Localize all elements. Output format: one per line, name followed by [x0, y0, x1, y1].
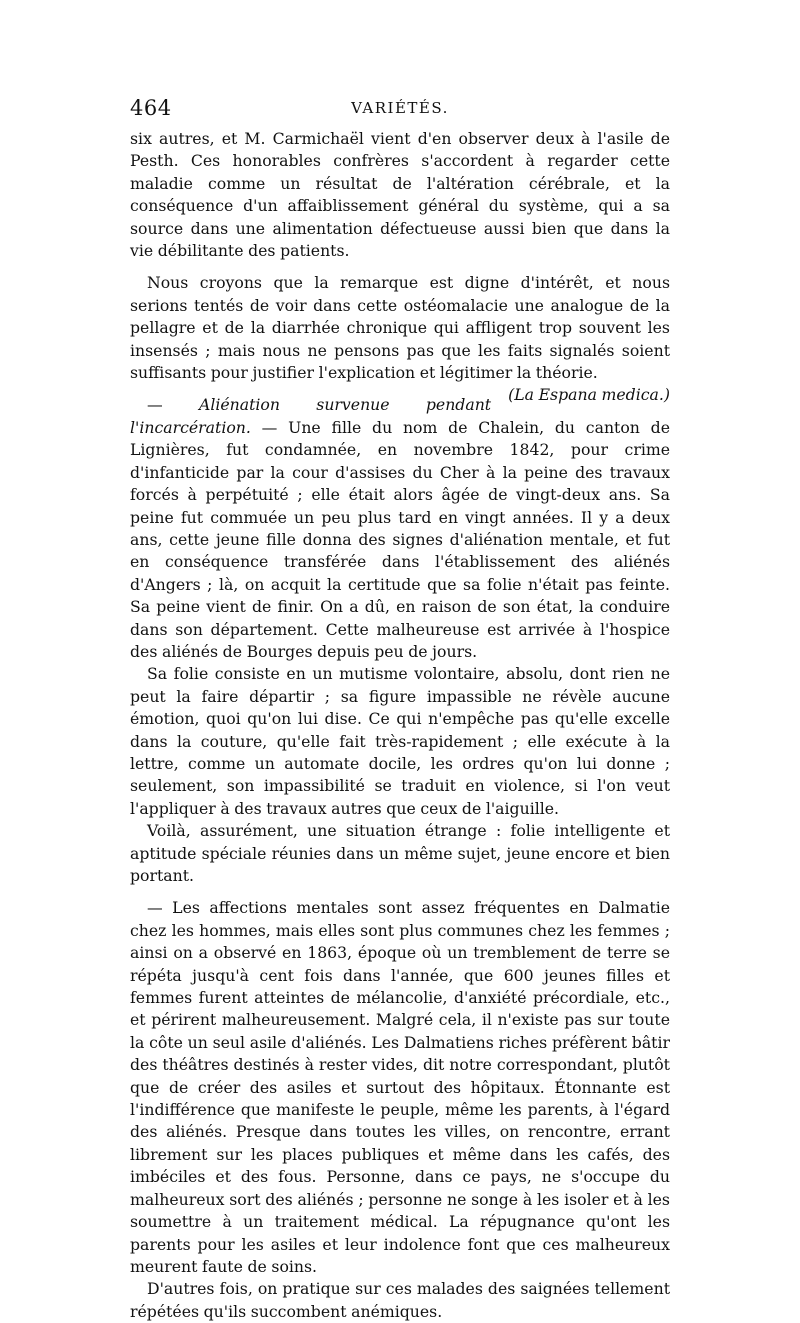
paragraph-text: Nous croyons que la remarque est digne d'intérêt, et nous serions tentés de voir dans cette ostéomalacie une analogue de la pellagre et de la diarrhée chronique qui affligent trop souvent les insensés ; mais nous ne pensons pas que les faits signalés soient suffisants pour justifier l'explication et légitimer la théorie. — [130, 273, 670, 383]
source-citation: (La Espana medica.) — [508, 385, 670, 405]
running-title: VARIÉTÉS. — [351, 99, 449, 117]
paragraph-text: — Une fille du nom de Chalein, du canton de Lignières, fut condamnée, en novembre 1842, pour crime d'infanticide par la cour d'assises du Cher à la peine des travaux forcés à perpétuité ; elle était alors âgée de vingt-deux ans. Sa peine fut commuée un peu plus tard en vingt années. Il y a deux ans, cette jeune fille donna des signes d'aliénation mentale, et fut en conséquence transférée dans l'établissement des aliénés d'Angers ; là, on acquit la certitude que sa folie n'était pas feinte. Sa peine vient de finir. On a dû, en raison de son état, la conduire dans son département. Cette malheureuse est arrivée à l'hospice des aliénés de Bourges depuis peu de jours. — [130, 417, 670, 661]
paragraph-mutism — [130, 663, 670, 820]
paragraph-bloodletting — [130, 1278, 670, 1323]
em-dash: — — [147, 395, 199, 415]
section-title: Aliénation survenue pendant l'incarcération. — [130, 395, 492, 437]
paragraph-strange-situation — [130, 820, 670, 887]
paragraph-osteomalacia-cases — [130, 128, 670, 262]
paragraph-text: — Les affections mentales sont assez fréquentes en Dalmatie chez les hommes, mais elles sont plus communes chez les femmes ; ainsi on a observé en 1863, époque où un tremblement de terre se répéta jusqu'à cent fois dans l'année, que 600 jeunes filles et femmes furent atteintes de mélancolie, d'anxiété précordiale, etc., et périrent malheureusement. Malgré cela, il n'existe pas sur toute la côte un seul asile d'aliénés. Les Dalmatiens riches préfèrent bâtir des théâtres destinés à rester vides, dit notre correspondant, plutôt que de créer des asiles et surtout des hôpitaux. Étonnante est l'indifférence que manifeste le peuple, même les parents, à l'égard des aliénés. Presque dans toutes les villes, on rencontre, errant librement sur les places publiques et même dans les cafés, des imbéciles et des fous. Personne, dans ce pays, ne s'occupe du malheureux sort des aliénés ; personne ne songe à les isoler et à les soumettre à un traitement médical. La répugnance qu'ont les parents pour les asiles et leur indolence font que ces malheureux meurent faute de soins. — [130, 898, 670, 1276]
paragraph-text: six autres, et M. Carmichaël vient d'en observer deux à l'asile de Pesth. Ces honorables confrères s'accordent à regarder cette maladie comme un résultat de l'altération cérébrale, et la conséquence d'un affaiblissement général du système, qui a sa source dans une alimentation défectueuse aussi bien que dans la vie débilitante des patients. — [130, 129, 670, 261]
paragraph-text: Voilà, assurément, une situation étrange : folie intelligente et aptitude spéciale réunies dans un même sujet, jeune encore et bien portant. — [130, 821, 670, 885]
page-body — [130, 128, 670, 1323]
paragraph-text: Sa folie consiste en un mutisme volontaire, absolu, dont rien ne peut la faire départir ; sa figure impassible ne révèle aucune émotion, quoi qu'on lui dise. Ce qui n'empêche pas qu'elle excelle dans la couture, qu'elle fait très-rapidement ; elle exécute à la lettre, comme un automate docile, les ordres qu'on lui donne ; seulement, son impassibilité se traduit en violence, si l'on veut l'appliquer à des travaux autres que ceux de l'aiguille. — [130, 664, 670, 818]
paragraph-pellagra-remark — [130, 272, 670, 405]
page-header — [130, 96, 670, 122]
paragraph-dalmatia — [130, 897, 670, 1278]
paragraph-incarceration — [130, 394, 670, 663]
page-number: 464 — [130, 96, 172, 120]
paragraph-text: D'autres fois, on pratique sur ces malades des saignées tellement répétées qu'ils succombent anémiques. — [130, 1279, 670, 1321]
